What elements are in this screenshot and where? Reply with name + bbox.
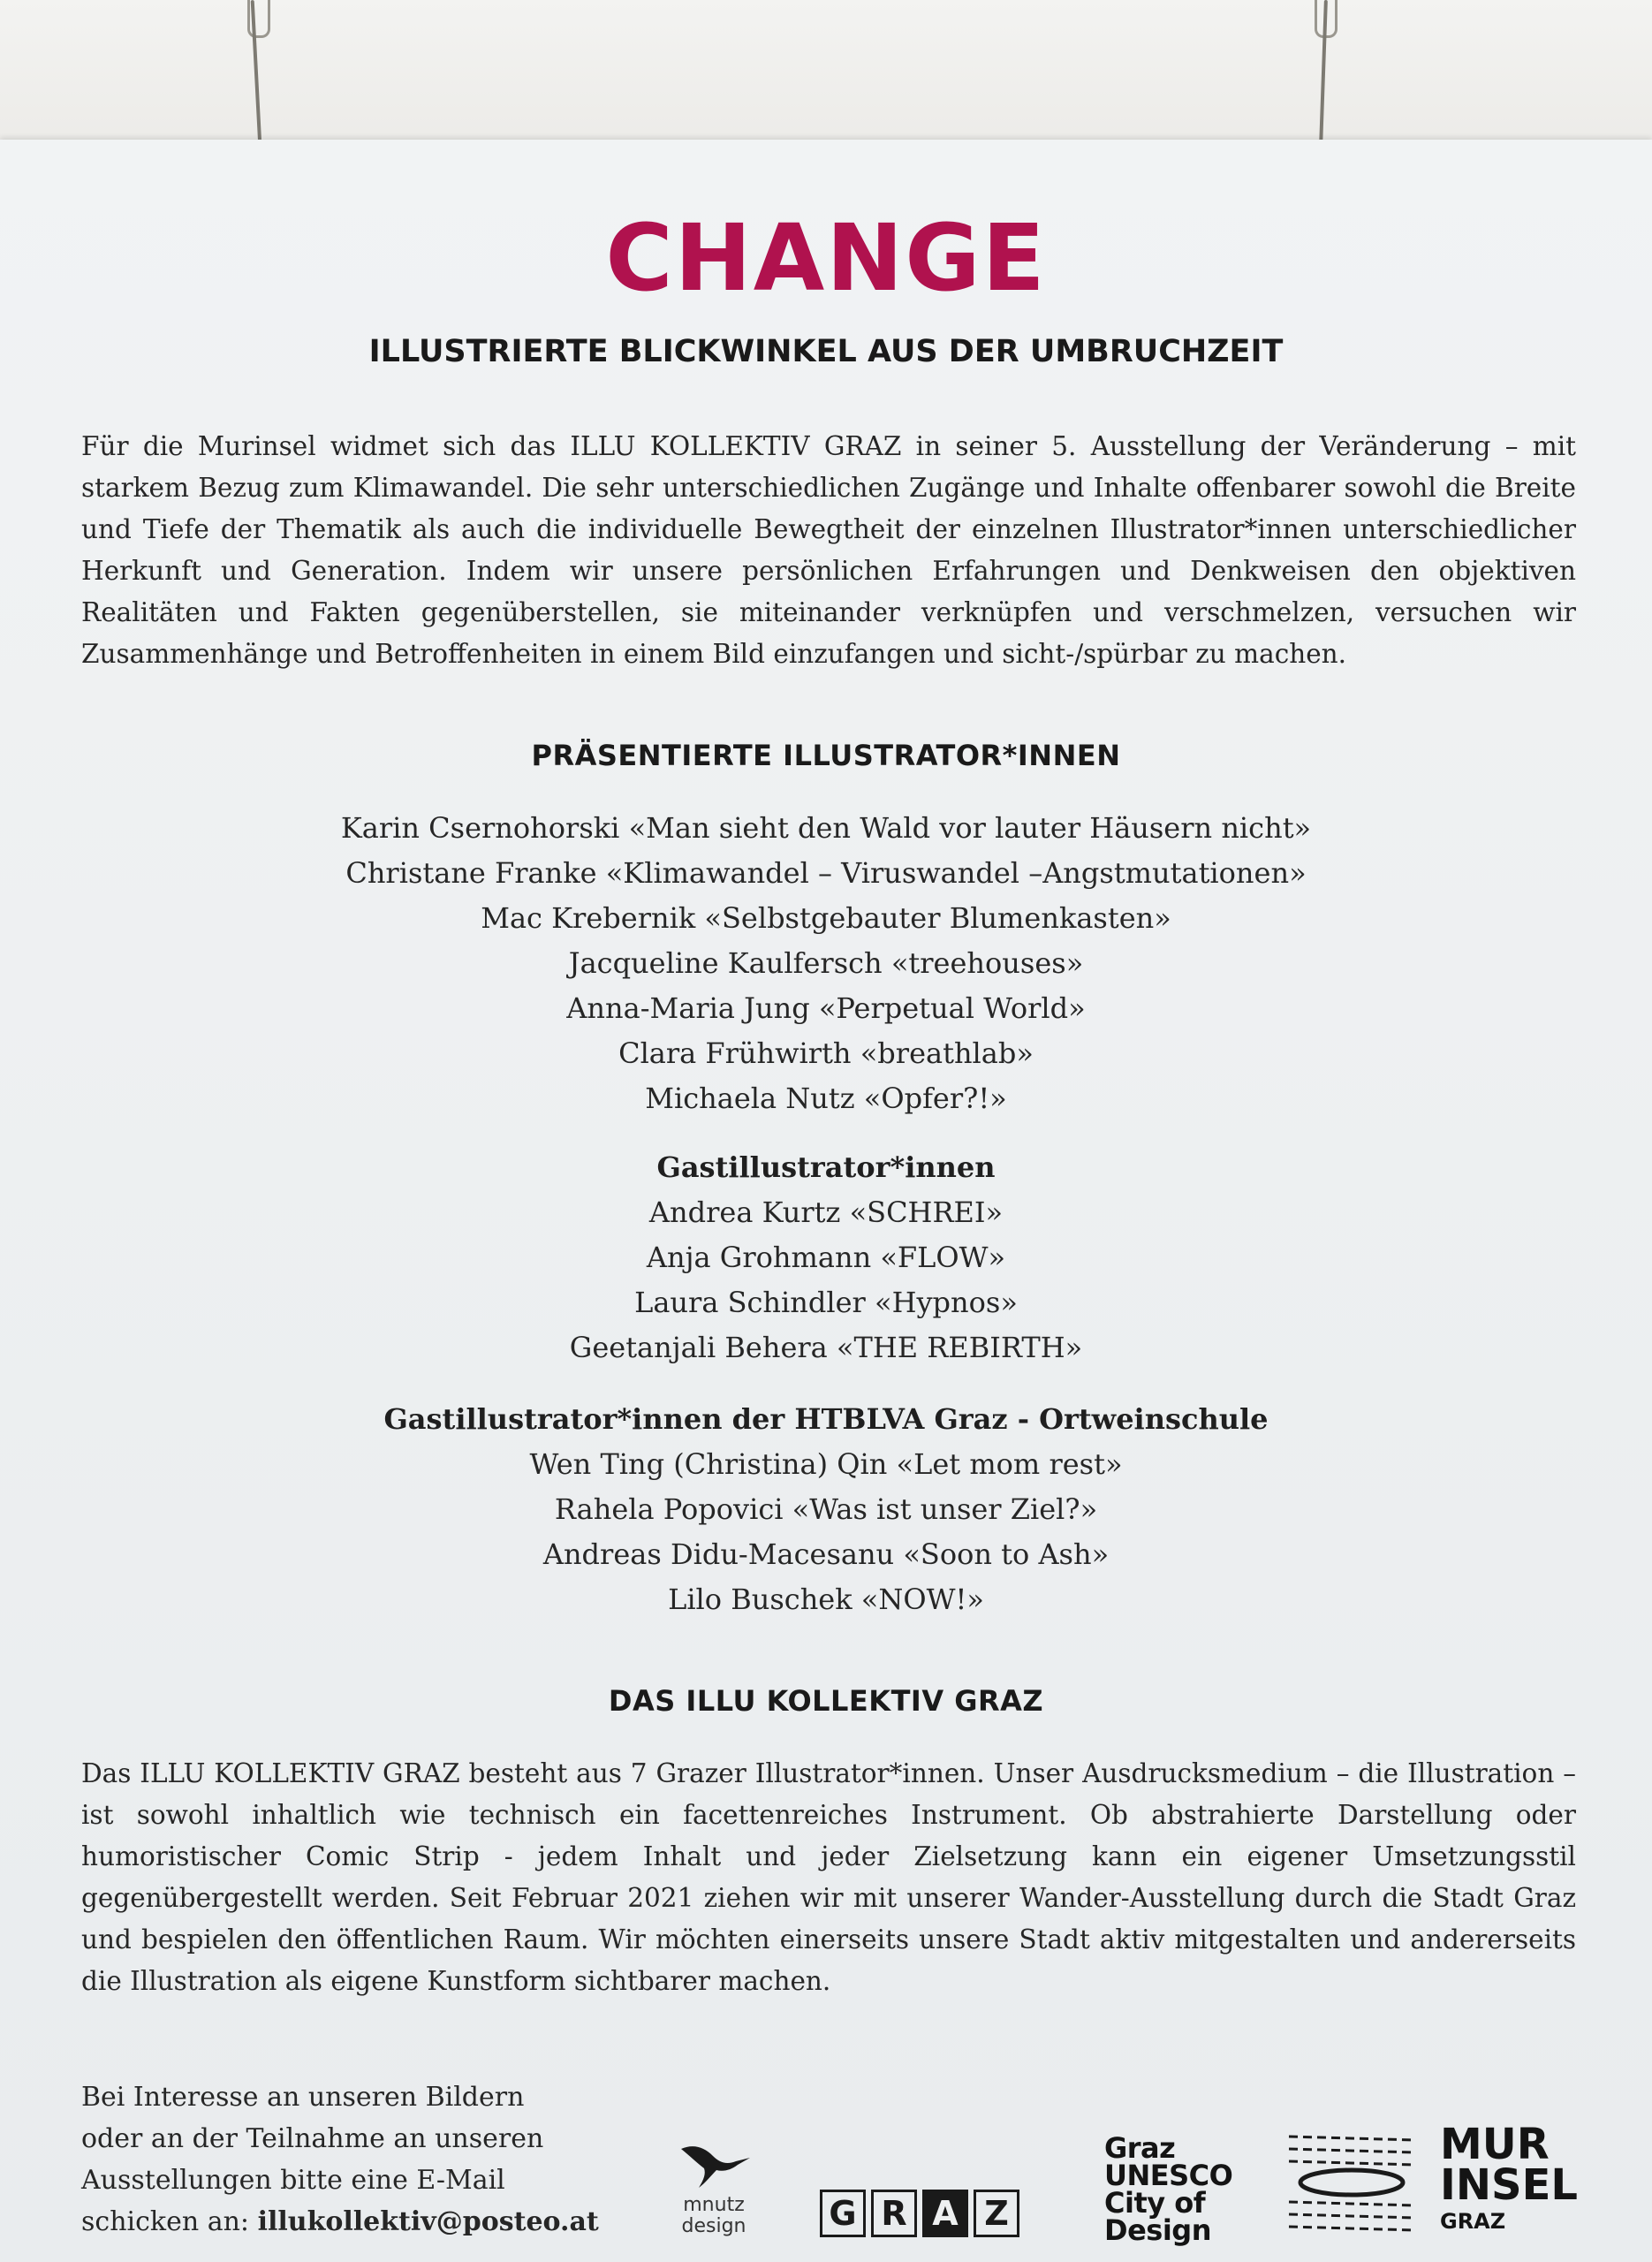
about-paragraph: Das ILLU KOLLEKTIV GRAZ besteht aus 7 Grazer Illustrator*innen. Unser Ausdrucksmedium – die Illustration – ist sowohl inhaltlich wie technisch ein facettenreiches Instrument. Ob abstrahierte Darstellung oder humoristischer Comic Strip - jedem Inhalt und jeder Zielsetzung kann ein eigener Umsetzungsstil gegenübergestellt werden. Seit Februar 2021 ziehen wir mit unserer Wander-Ausstellung durch die Stadt Graz und bespielen den öffentlichen Raum. Wir möchten einerseits unsere Stadt aktiv mitgestalten und andererseits die Illustration als eigene Kunstform sichtbarer machen.: [81, 1758, 1576, 1996]
graz-letter: Z: [974, 2190, 1019, 2237]
list-item: Anna-Maria Jung «Perpetual World»: [566, 991, 1086, 1025]
list-item: Michaela Nutz «Opfer?!»: [645, 1082, 1007, 1115]
guest-list: [0, 1145, 1652, 1370]
list-item: Rahela Popovici «Was ist unser Ziel?»: [554, 1492, 1098, 1526]
murinsel-city: GRAZ: [1440, 2209, 1506, 2234]
mnutz-label: mnutz: [683, 2194, 745, 2216]
list-item: Andreas Didu-Macesanu «Soon to Ash»: [542, 1537, 1110, 1571]
school-list: [0, 1397, 1652, 1622]
guest-heading: Gastillustrator*innen: [656, 1150, 996, 1184]
unesco-line: Design: [1104, 2213, 1211, 2247]
poster-title: CHANGE: [605, 204, 1047, 312]
list-item: Clara Frühwirth «breathlab»: [618, 1036, 1034, 1070]
list-item: Andrea Kurtz «SCHREI»: [648, 1196, 1004, 1229]
presented-list: [0, 806, 1652, 1121]
list-item: Jacqueline Kaulfersch «treehouses»: [568, 946, 1084, 980]
unesco-city-of-design-logo: [1104, 2131, 1281, 2247]
murinsel-word: INSEL: [1440, 2160, 1578, 2210]
murinsel-mark-icon: [1285, 2128, 1418, 2237]
list-item: Wen Ting (Christina) Qin «Let mom rest»: [529, 1447, 1123, 1481]
contact-email: illukollektiv@posteo.at: [257, 2206, 599, 2237]
contact-prefix: schicken an:: [81, 2206, 258, 2237]
list-item: Mac Krebernik «Selbstgebauter Blumenkasten»: [481, 901, 1171, 935]
unesco-line: Graz: [1104, 2131, 1176, 2165]
poster-subtitle: ILLUSTRIERTE BLICKWINKEL AUS DER UMBRUCHZEIT: [368, 334, 1284, 369]
list-item: Lilo Buschek «NOW!»: [668, 1583, 984, 1616]
graz-letter: R: [871, 2190, 917, 2237]
murinsel-word: MUR: [1440, 2120, 1550, 2169]
murinsel-logo: [1440, 2120, 1578, 2237]
list-item: Geetanjali Behera «THE REBIRTH»: [569, 1331, 1083, 1364]
mnutz-label: design: [681, 2215, 746, 2237]
unesco-line: City of: [1104, 2186, 1206, 2220]
list-item: Anja Grohmann «FLOW»: [646, 1241, 1006, 1274]
contact-line: Ausstellungen bitte eine E-Mail: [81, 2165, 505, 2196]
presented-heading: PRÄSENTIERTE ILLUSTRATOR*INNEN: [531, 739, 1121, 772]
graz-letter: G: [820, 2190, 866, 2237]
about-heading: DAS ILLU KOLLEKTIV GRAZ: [608, 1684, 1044, 1718]
graz-letter: A: [922, 2190, 968, 2237]
list-item: Laura Schindler «Hypnos»: [634, 1286, 1018, 1319]
graz-logo: [820, 2190, 1019, 2237]
mnutz-design-logo: [661, 2137, 767, 2237]
contact-block: [81, 2076, 647, 2243]
contact-line: [81, 2201, 647, 2243]
school-heading: Gastillustrator*innen der HTBLVA Graz - Ortweinschule: [383, 1402, 1269, 1436]
list-item: Karin Csernohorski «Man sieht den Wald vor lauter Häusern nicht»: [340, 811, 1312, 845]
contact-line: Bei Interesse an unseren Bildern: [81, 2082, 525, 2113]
intro-paragraph: Für die Murinsel widmet sich das ILLU KOLLEKTIV GRAZ in seiner 5. Ausstellung der Veränderung – mit starkem Bezug zum Klimawandel. Die sehr unterschiedlichen Zugänge und Inhalte offenbarer sowohl die Breite und Tiefe der Thematik als auch die individuelle Bewegtheit der einzelnen Illustrator*innen unterschiedlicher Herkunft und Generation. Indem wir unsere persönlichen Erfahrungen und Denkweisen den objektiven Realitäten und Fakten gegenüberstellen, sie miteinander verknüpfen und verschmelzen, versuchen wir Zusammenhänge und Betroffenheiten in einem Bild einzufangen und sicht-/spürbar zu machen.: [81, 431, 1576, 669]
contact-line: oder an der Teilnahme an unseren: [81, 2123, 544, 2154]
unesco-line: UNESCO: [1104, 2159, 1233, 2192]
list-item: Christane Franke «Klimawandel – Viruswandel –Angstmutationen»: [345, 856, 1307, 890]
hummingbird-icon: [674, 2137, 754, 2191]
